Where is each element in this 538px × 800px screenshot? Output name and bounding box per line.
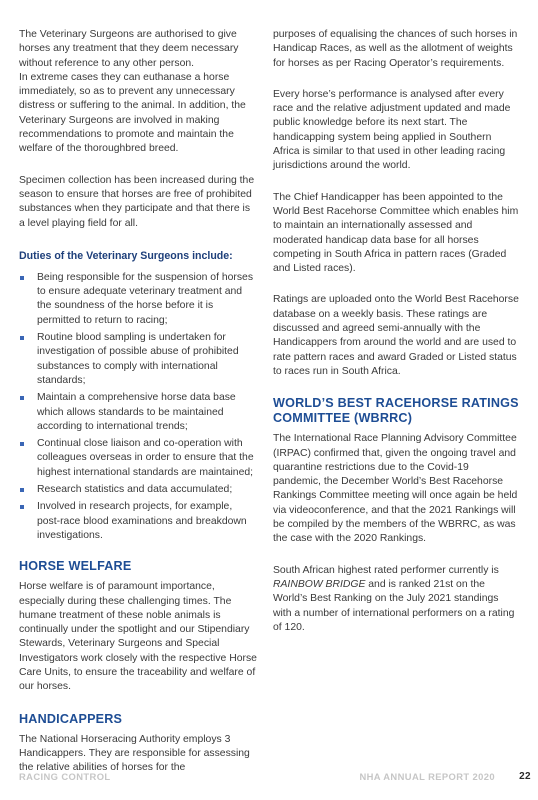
bullet-square-icon bbox=[20, 336, 24, 340]
list-item: Maintain a comprehensive horse data base which allows standards to be maintained according to international trends; bbox=[19, 391, 257, 434]
list-item: Involved in research projects, for example, post-race blood examinations and breakdown investigations. bbox=[19, 500, 257, 543]
handicappers-heading: HANDICAPPERS bbox=[19, 711, 123, 726]
top-performer-paragraph: South African highest rated performer currently is RAINBOW BRIDGE and is ranked 21st on the World’s Best Ranking on the July 2021 standings with a number of international performers on a rating of 120. bbox=[273, 564, 515, 633]
wbrrc-paragraph: The International Race Planning Advisory Committee (IRPAC) confirmed that, given the ongoing travel and quarantine restrictions due to the Covid-19 pandemic, the December World’s Best Racehorse Rankings Committee meeting will once again be held via videoconference, and that the 2021 Rankings will be compiled by the members of the WBRRC, as was the case with the 2020 Rankings. bbox=[273, 433, 518, 545]
list-item: Research statistics and data accumulated; bbox=[19, 483, 257, 497]
handicap-purpose-paragraph: purposes of equalising the chances of such horses in Handicap Races, as well as the allotment of weights for horses as per Racing Operator’s requirements. bbox=[273, 29, 518, 69]
euthanasia-text: In extreme cases they can euthanase a horse immediately, so as to prevent any unnecessary distress or suffering to the animal. In addition, the Veterinary Surgeons are involved in making recommendations to promote and maintain the welfare of the thoroughbred breed. bbox=[19, 71, 246, 155]
page-number: 22 bbox=[519, 771, 531, 782]
wbrrc-heading: WORLD’S BEST RACEHORSE RATINGS COMMITTEE (WBRRC) bbox=[273, 396, 519, 426]
left-column bbox=[19, 28, 257, 792]
horse-name: RAINBOW BRIDGE bbox=[273, 578, 366, 590]
horse-welfare-paragraph: Horse welfare is of paramount importance, especially during these challenging times. The humane treatment of these noble animals is continually under the spotlight and our Stipendiary Stewards, Veterinary Surgeons and Special Investigators work closely with the respective Horse Care Units, to ensure the traceability and welfare of our horses. bbox=[19, 581, 257, 693]
list-item: Routine blood sampling is undertaken for investigation of possible abuse of prohibited substances to comply with international standards; bbox=[19, 331, 257, 388]
list-item: Being responsible for the suspension of horses to ensure adequate veterinary treatment and the soundness of the horse before it is permitted to return to racing; bbox=[19, 271, 257, 328]
vet-authority-text: The Veterinary Surgeons are authorised to give horses any treatment that they deem necessary without reference to any other person. bbox=[19, 29, 239, 69]
list-item: Continual close liaison and co-operation with colleagues overseas in order to ensure that the highest international standards are maintained; bbox=[19, 437, 257, 480]
footer-report-title: NHA ANNUAL REPORT 2020 bbox=[359, 771, 495, 782]
chief-handicapper-paragraph: The Chief Handicapper has been appointed to the World Best Racehorse Committee which enables him to maintain an internationally assessed and moderated handicap data base for all horses competing in South Africa in pattern races (Graded and Listed races). bbox=[273, 191, 519, 275]
bullet-square-icon bbox=[20, 276, 24, 280]
performance-analysis-paragraph: Every horse’s performance is analysed after every race and the relative adjustment updated and made public knowledge before its next start. The handicapping system being applied in Southern Africa is similar to that used in other leading racing jurisdictions around the world. bbox=[273, 88, 511, 172]
duties-heading: Duties of the Veterinary Surgeons include: bbox=[19, 249, 233, 262]
bullet-square-icon bbox=[20, 505, 24, 509]
ratings-upload-paragraph: Ratings are uploaded onto the World Best Racehorse database on a weekly basis. These ratings are discussed and agreed semi-annually with the Handicappers from around the world and are used to rate pattern races and award Graded or Listed status to races run in South Africa. bbox=[273, 294, 519, 377]
horse-welfare-heading: HORSE WELFARE bbox=[19, 559, 132, 574]
specimen-collection-paragraph: Specimen collection has been increased during the season to ensure that horses are free of prohibited substances when they participate and that there is a level playing field for all. bbox=[19, 174, 255, 229]
bullet-square-icon bbox=[20, 396, 24, 400]
vet-authority-paragraph bbox=[19, 28, 257, 157]
bullet-square-icon bbox=[20, 488, 24, 492]
handicappers-paragraph: The National Horseracing Authority employs 3 Handicappers. They are responsible for assessing the relative abilities of horses for the bbox=[19, 733, 250, 774]
footer-section-title: RACING CONTROL bbox=[19, 771, 111, 782]
right-column bbox=[273, 28, 519, 652]
bullet-square-icon bbox=[20, 442, 24, 446]
duties-list bbox=[19, 271, 257, 543]
